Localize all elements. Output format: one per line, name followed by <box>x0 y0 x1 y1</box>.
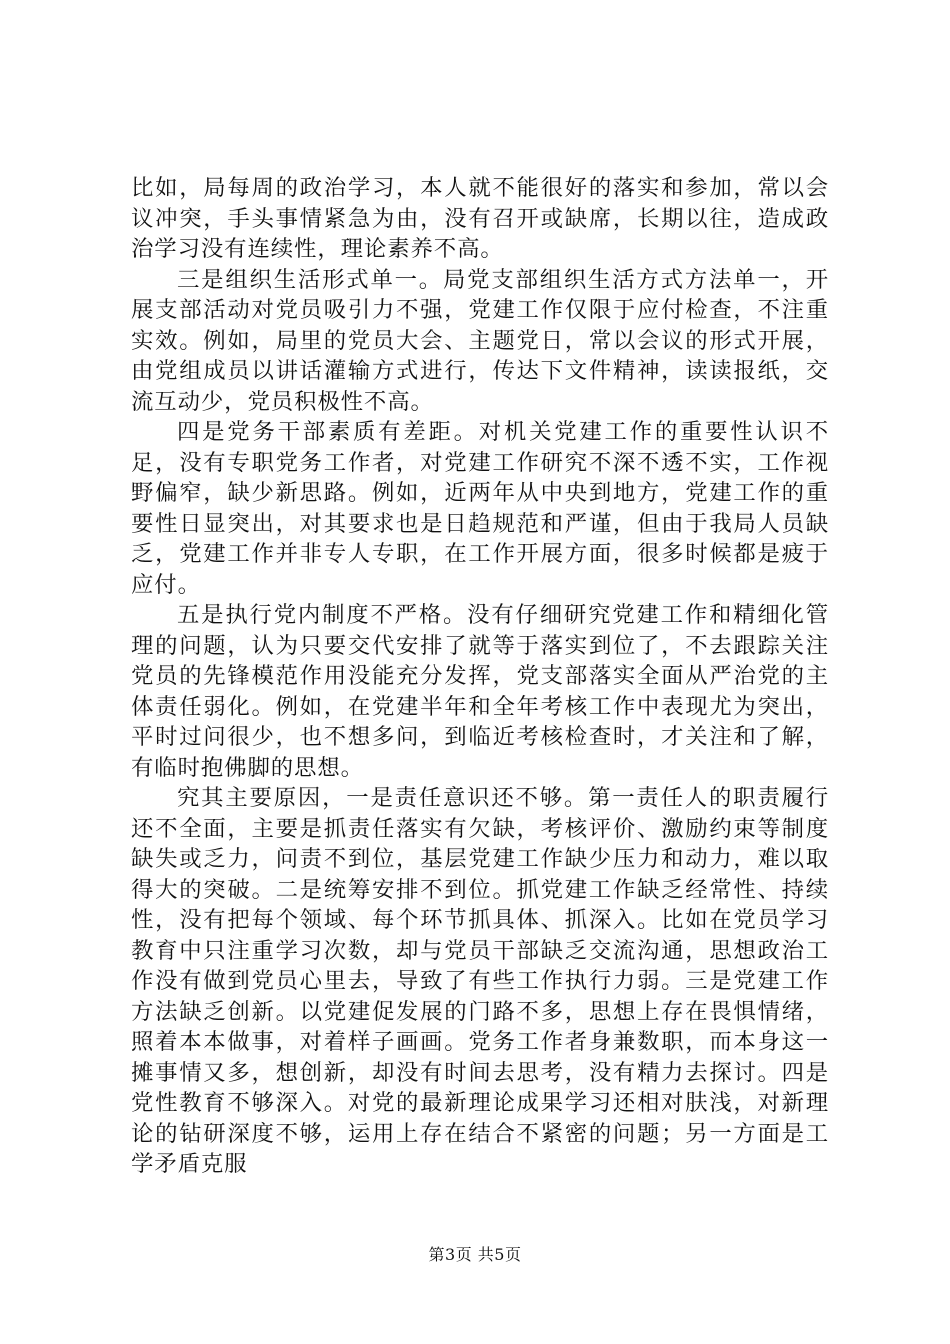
paragraph-5: 究其主要原因，一是责任意识还不够。第一责任人的职责履行还不全面，主要是抓责任落实有欠缺，考核评价、激励约束等制度缺失或乏力，问责不到位，基层党建工作缺少压力和动力，难以取得大的突破。二是统筹安排不到位。抓党建工作缺乏经常性、持续性，没有把每个领域、每个环节抓具体、抓深入。比如在党员学习教育中只注重学习次数，却与党员干部缺乏交流沟通，思想政治工作没有做到党员心里去，导致了有些工作执行力弱。三是党建工作方法缺乏创新。以党建促发展的门路不多，思想上存在畏惧情绪，照着本本做事，对着样子画画。党务工作者身兼数职，而本身这一摊事情又多，想创新，却没有时间去思考，没有精力去探讨。四是党性教育不够深入。对党的最新理论成果学习还相对肤浅，对新理论的钻研深度不够，运用上存在结合不紧密的问题；另一方面是工学矛盾克服 <box>131 785 829 1177</box>
paragraph-3: 四是党务干部素质有差距。对机关党建工作的重要性认识不足，没有专职党务工作者，对党建工作研究不深不透不实，工作视野偏窄，缺少新思路。例如，近两年从中央到地方，党建工作的重要性日显突出，对其要求也是日趋规范和严谨，但由于我局人员缺乏，党建工作并非专人专职，在工作开展方面，很多时候都是疲于应付。 <box>131 419 829 598</box>
paragraph-4: 五是执行党内制度不严格。没有仔细研究党建工作和精细化管理的问题，认为只要交代安排了就等于落实到位了，不去跟踪关注党员的先锋模范作用没能充分发挥，党支部落实全面从严治党的主体责任弱化。例如，在党建半年和全年考核工作中表现尤为突出，平时过问很少，也不想多问，到临近考核检查时，才关注和了解，有临时抱佛脚的思想。 <box>131 602 829 781</box>
document-body <box>131 173 829 1180</box>
paragraph-2: 三是组织生活形式单一。局党支部组织生活方式方法单一，开展支部活动对党员吸引力不强，党建工作仅限于应付检查，不注重实效。例如，局里的党员大会、主题党日，常以会议的形式开展，由党组成员以讲话灌输方式进行，传达下文件精神，读读报纸，交流互动少，党员积极性不高。 <box>131 266 829 415</box>
page-number-footer: 第3页 共5页 <box>428 1245 522 1264</box>
paragraph-1: 比如，局每周的政治学习，本人就不能很好的落实和参加，常以会议冲突，手头事情紧急为由，没有召开或缺席，长期以往，造成政治学习没有连续性，理论素养不高。 <box>131 175 829 262</box>
